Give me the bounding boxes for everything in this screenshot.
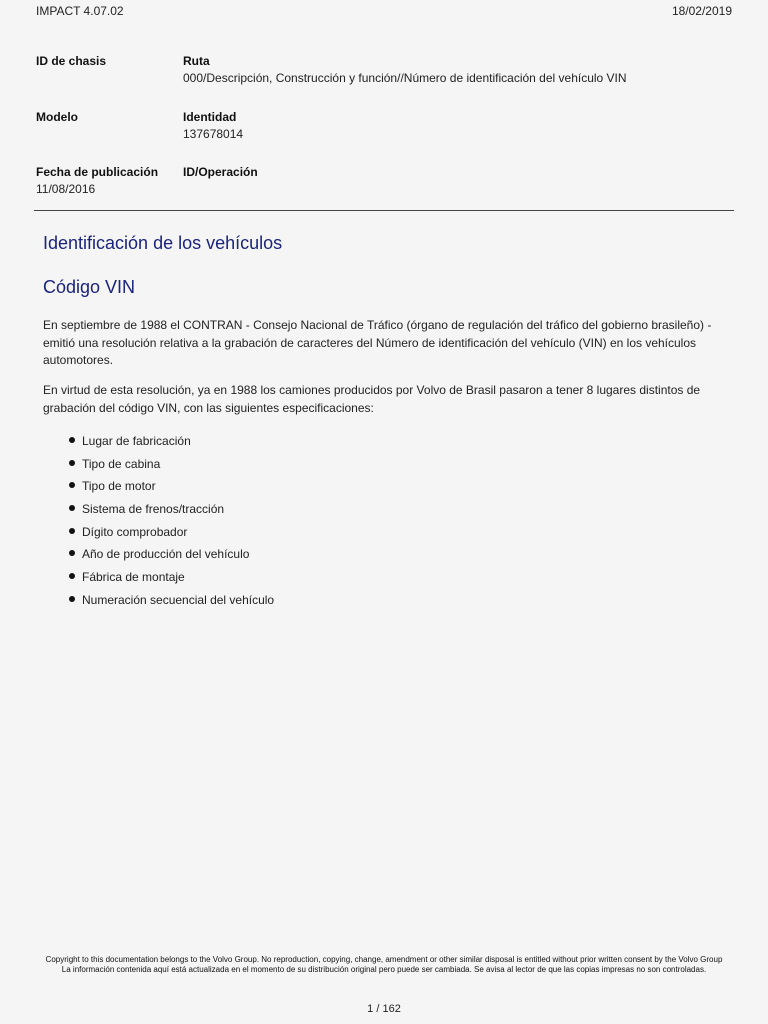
header-divider [34,210,734,211]
list-item: Fábrica de montaje [68,567,274,590]
publication-date-label: Fecha de publicación [36,165,159,179]
app-version: IMPACT 4.07.02 [36,4,124,18]
bullet-icon [69,437,75,443]
bullet-icon [69,573,75,579]
chassis-id-field [36,54,106,68]
list-item: Año de producción del vehículo [68,544,274,567]
list-item: Numeración secuencial del vehículo [68,590,274,613]
chassis-id-label: ID de chasis [36,54,107,68]
publication-date-field [36,165,158,196]
bullet-icon [69,550,75,556]
copyright-notice: Copyright to this documentation belongs to the Volvo Group. No reproduction, copying, change, amendment or other similar disposal is entitled without prior written consent by the Volvo Group [45,955,723,964]
bullet-icon [69,460,75,466]
list-item: Dígito comprobador [68,522,274,545]
page-footer [30,955,738,975]
resolution-paragraph: En virtud de esta resolución, ya en 1988 los camiones producidos por Volvo de Brasil pasaron a tener 8 lugares distintos de grabación del código VIN, con las siguientes especificaciones: [43,383,701,415]
disclaimer-notice: La información contenida aquí está actualizada en el momento de su distribución original pero puede ser cambiada. Se avisa al lector de que las copias impresas no son controladas. [61,965,707,974]
page-header [36,4,732,20]
vin-locations-list [68,431,274,613]
route-label: Ruta [183,54,210,68]
operation-label: ID/Operación [183,165,258,179]
publication-date-value: 11/08/2016 [36,182,96,196]
bullet-icon [69,596,75,602]
bullet-icon [69,505,75,511]
bullet-icon [69,528,75,534]
page-number: 1 / 162 [367,1003,401,1015]
print-date: 18/02/2019 [671,4,732,18]
route-field [183,54,627,85]
model-label: Modelo [36,110,78,124]
intro-paragraph: En septiembre de 1988 el CONTRAN - Consejo Nacional de Tráfico (órgano de regulación del tráfico del gobierno brasileño) - emitió una resolución relativa a la grabación de caracteres del Número de identificación del vehículo (VIN) en los vehículos automotores. [43,318,712,367]
list-item: Tipo de cabina [68,454,274,477]
bullet-icon [69,482,75,488]
identity-field [183,110,243,141]
identity-label: Identidad [183,110,237,124]
route-value: 000/Descripción, Construcción y función//Número de identificación del vehículo VIN [183,71,627,85]
page-title: Identificación de los vehículos [43,233,283,253]
list-item: Lugar de fabricación [68,431,274,454]
operation-field [183,165,258,179]
list-item: Tipo de motor [68,476,274,499]
model-field [36,110,78,124]
section-title: Código VIN [43,277,136,297]
list-item: Sistema de frenos/tracción [68,499,274,522]
identity-value: 137678014 [183,127,244,141]
